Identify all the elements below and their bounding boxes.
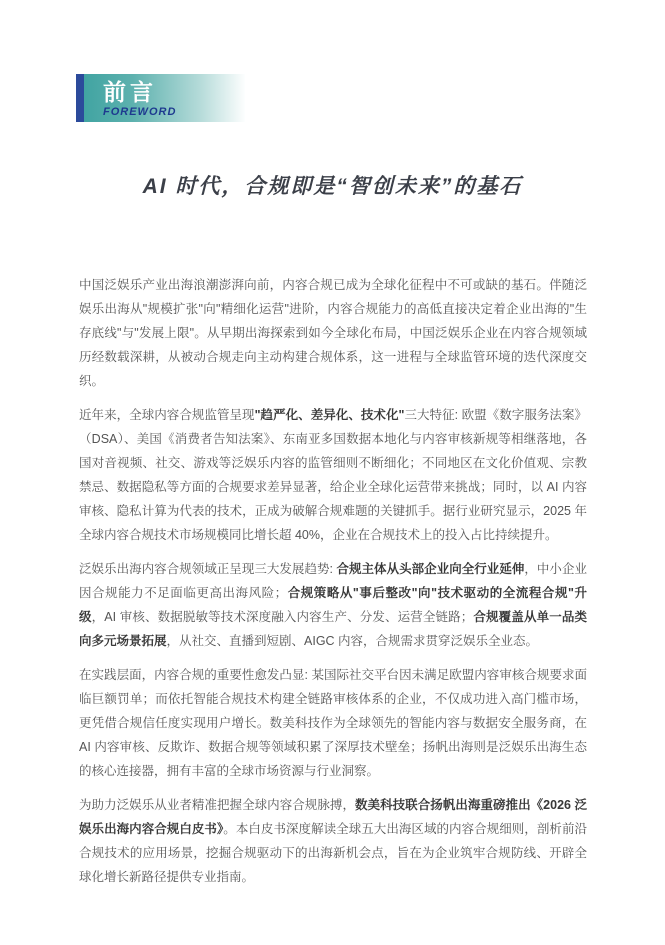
bold-text-run: "趋严化、差异化、技术化": [254, 408, 405, 422]
paragraph: [79, 557, 587, 653]
text-run: 泛娱乐出海内容合规领域正呈现三大发展趋势:: [79, 562, 337, 576]
bold-text-run: 合规主体从头部企业向全行业延伸: [336, 562, 525, 576]
text-run: 在实践层面，内容合规的重要性愈发凸显: 某国际社交平台因未满足欧盟内容审核合规要求面临巨额罚单；而依托智能合规技术构建全链路审核体系的企业，不仅成功进入高门槛市场，更凭借合规信任度实现用户增长。数美科技作为全球领先的智能内容与数据安全服务商，在 AI 内容审核、反欺诈、数据合规等领域积累了深厚技术壁垒；扬帆出海则是泛娱乐出海生态的核心连接器，拥有丰富的全球市场资源与行业洞察。: [79, 668, 587, 778]
paragraph: [79, 663, 587, 783]
text-run: 三大特征: 欧盟《数字服务法案》（DSA）、美国《消费者告知法案》、东南亚多国数据本地化与内容审核新规等相继落地，各国对音视频、社交、游戏等泛娱乐内容的监管细则不断细化；不同地区在文化价值观、宗教禁忌、数据隐私等方面的合规要求差异显著，给企业全球化运营带来挑战；同时，以 AI 内容审核、隐私计算为代表的技术，正成为破解合规难题的关键抓手。据行业研究显示，2025 年全球内容合规技术市场规模同比增长超 40%，企业在合规技术上的投入占比持续提升。: [79, 408, 587, 542]
badge-gradient-background: [84, 74, 245, 122]
bold-text-run: 合规覆盖从单一品类向多元场景拓展: [79, 610, 587, 648]
badge-accent-bar: [76, 74, 84, 122]
paragraph: [79, 403, 587, 547]
bold-text-run: 数美科技联合扬帆出海重磅推出《2026 泛娱乐出海内容合规白皮书》: [79, 798, 587, 836]
section-title-en: FOREWORD: [103, 106, 177, 118]
section-title-zh: 前言: [103, 79, 157, 105]
section-badge: [76, 74, 245, 122]
text-run: 近年来，全球内容合规监管呈现: [79, 408, 255, 422]
text-run: ，AI 审核、数据脱敏等技术深度融入内容生产、分发、运营全链路；: [91, 610, 474, 624]
paragraph: [79, 793, 587, 889]
text-run: 为助力泛娱乐从业者精准把握全球内容合规脉搏，: [79, 798, 355, 812]
paragraph: [79, 273, 587, 393]
foreword-body: [79, 273, 587, 899]
text-run: ，中小企业因合规能力不足面临更高出海风险；: [79, 562, 587, 600]
text-run: 。本白皮书深度解读全球五大出海区域的内容合规细则，剖析前沿合规技术的应用场景，挖掘合规驱动下的出海新机会点，旨在为企业筑牢合规防线、开辟全球化增长新路径提供专业指南。: [79, 822, 587, 884]
text-run: ，从社交、直播到短剧、AIGC 内容，合规需求贯穿泛娱乐全业态。: [166, 634, 539, 648]
page-title: AI 时代，合规即是“智创未来”的基石: [142, 175, 523, 198]
text-run: 中国泛娱乐产业出海浪潮澎湃向前，内容合规已成为全球化征程中不可或缺的基石。伴随泛娱乐出海从"规模扩张"向"精细化运营"进阶，内容合规能力的高低直接决定着企业出海的"生存底线"与"发展上限"。从早期出海探索到如今全球化布局，中国泛娱乐企业在内容合规领域历经数载深耕，从被动合规走向主动构建合规体系，这一进程与全球监管环境的迭代深度交织。: [79, 278, 587, 388]
bold-text-run: 合规策略从"事后整改"向"技术驱动的全流程合规"升级: [79, 586, 587, 624]
